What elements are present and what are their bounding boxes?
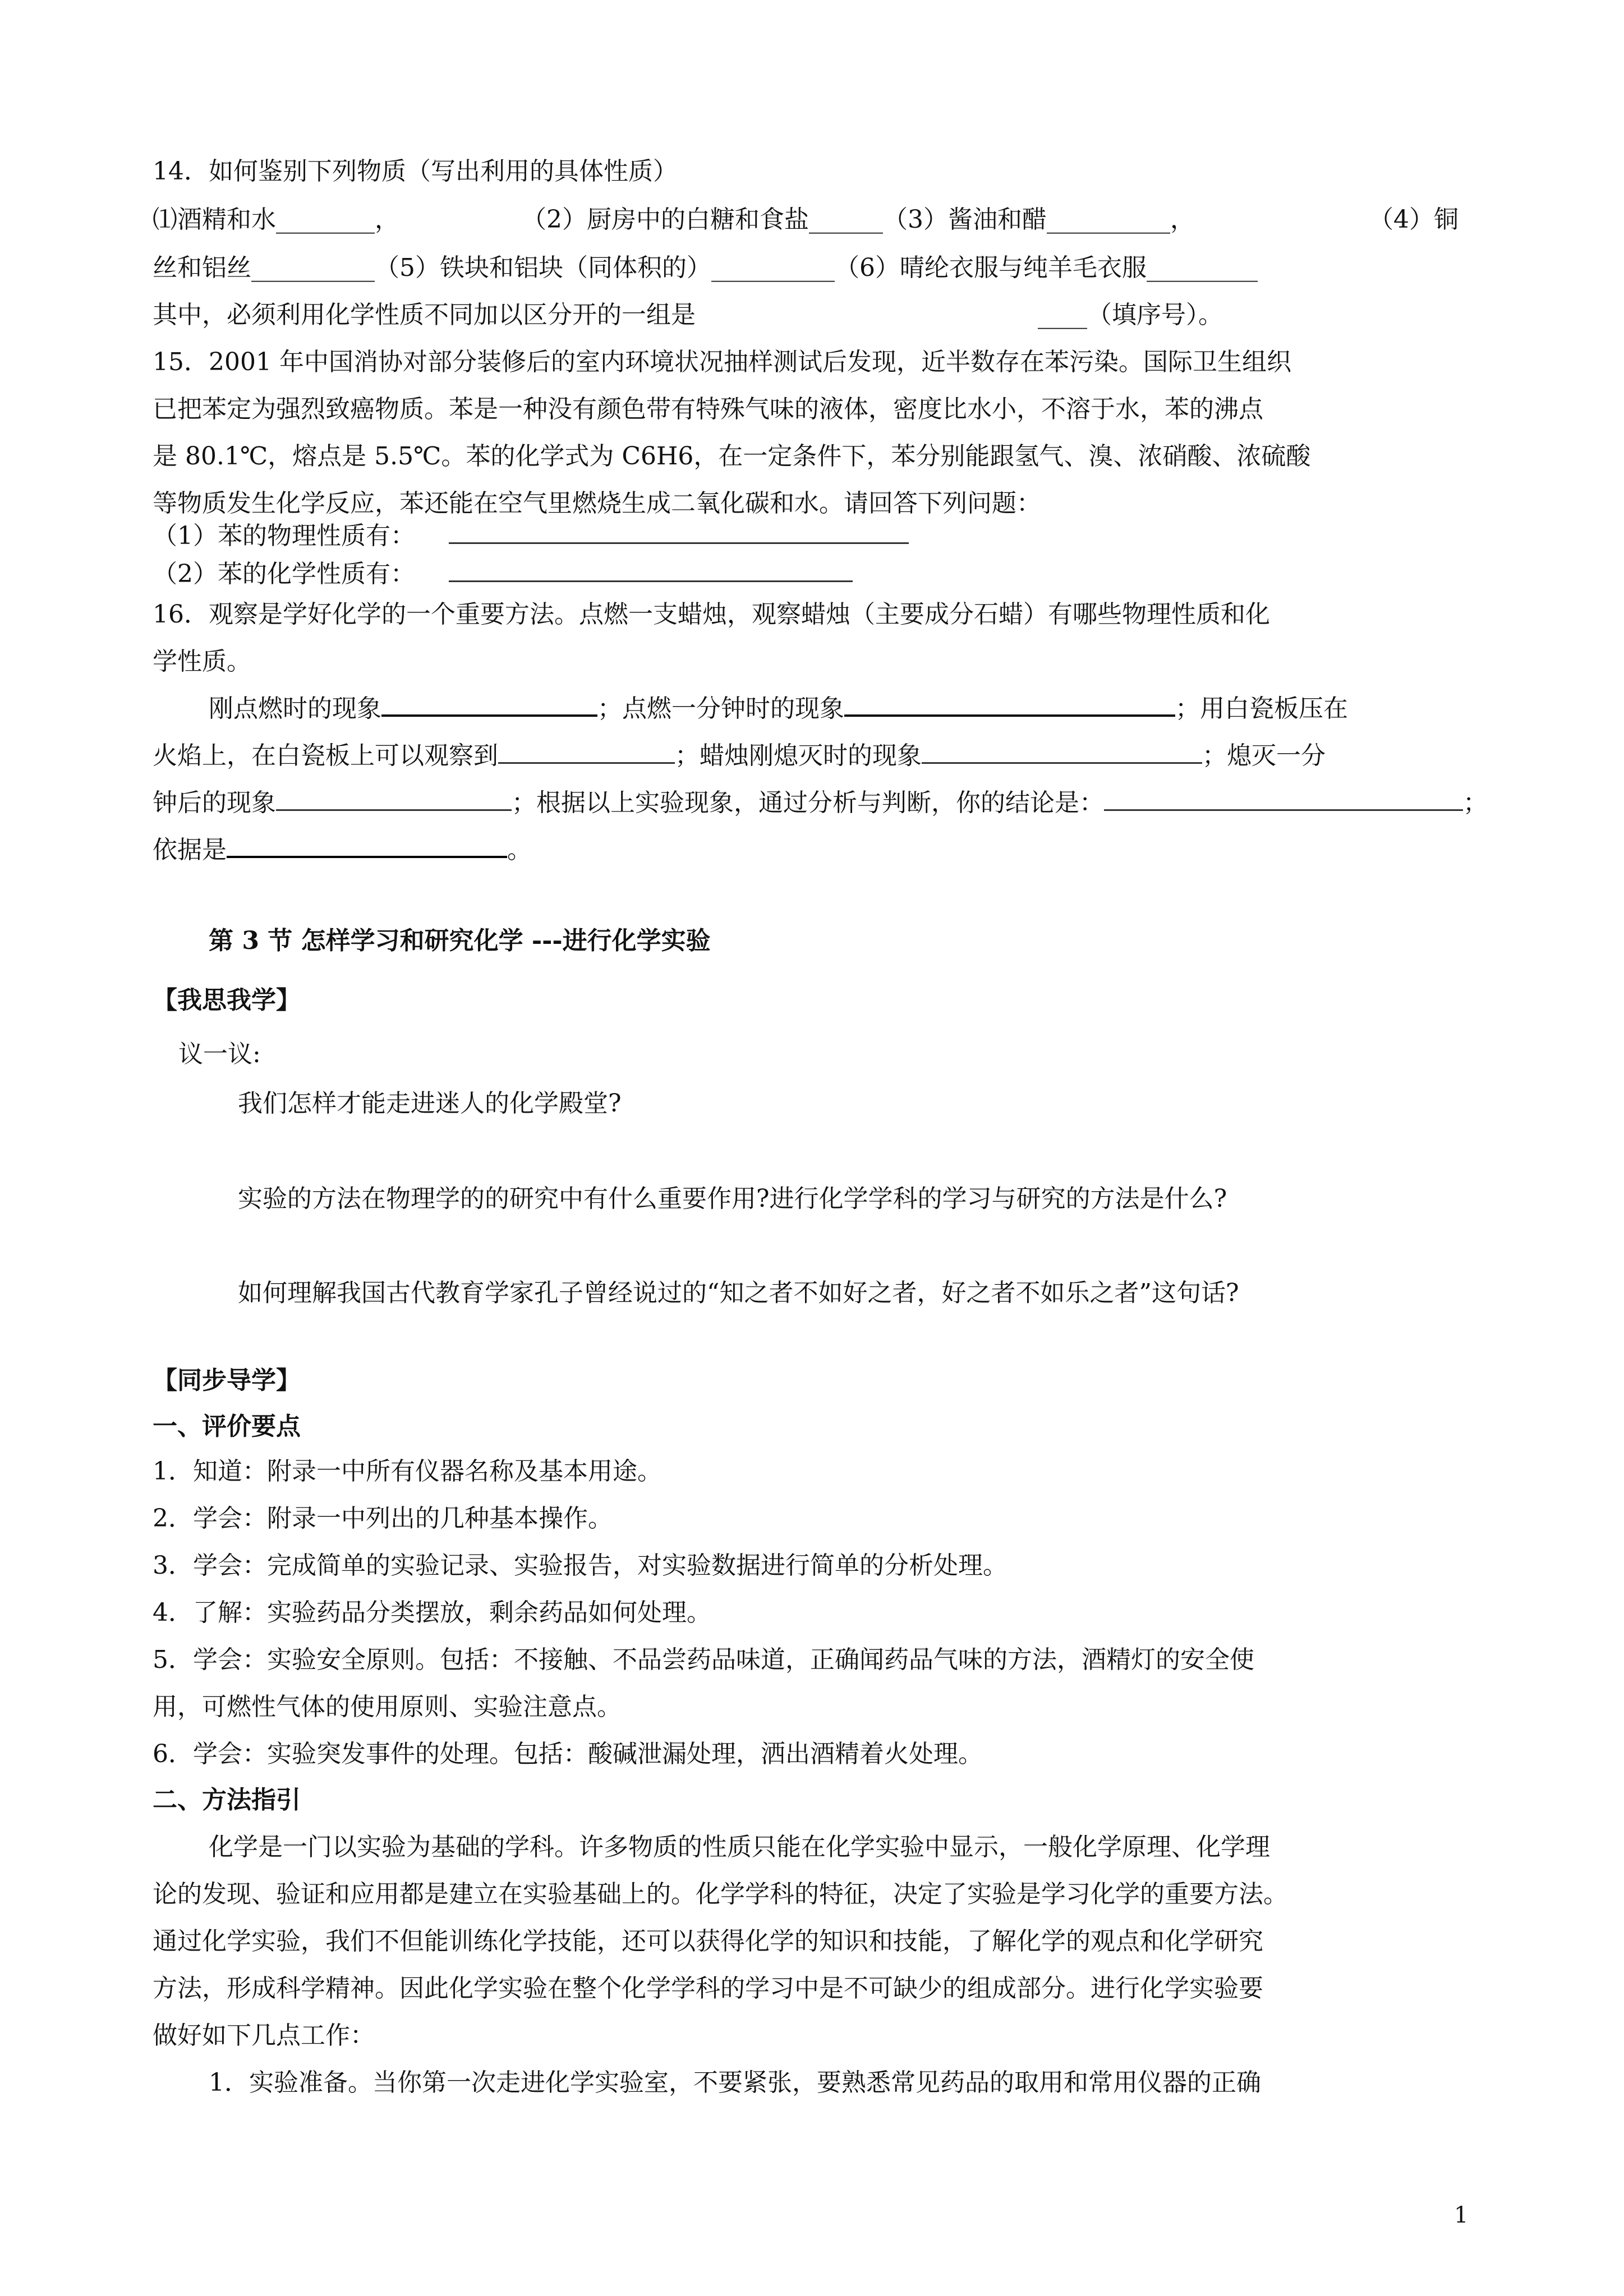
method-line-4: 方法，形成科学精神。因此化学实验在整个化学学科的学习中是不可缺少的组成部分。进行化学实验要 bbox=[153, 1974, 1263, 2003]
q16-blank-extinguished[interactable] bbox=[922, 762, 1202, 764]
q16-text: ；用白瓷板压在 bbox=[1175, 694, 1348, 723]
page-number: 1 bbox=[1454, 2202, 1469, 2228]
q16-text: 依据是 bbox=[153, 836, 227, 864]
q14-title: 14．如何鉴别下列物质（写出利用的具体性质） bbox=[153, 157, 678, 186]
q16-para-line-4 bbox=[153, 833, 532, 867]
q16-blank-conclusion[interactable] bbox=[1104, 809, 1463, 811]
eval-item-2: 2．学会：附录一中列出的几种基本操作。 bbox=[153, 1504, 613, 1533]
q14-line-3-prefix: 其中，必须利用化学性质不同加以区分开的一组是 bbox=[153, 301, 696, 329]
q15-physical-label: （1）苯的物理性质有： bbox=[153, 522, 415, 550]
eval-item-3: 3．学会：完成简单的实验记录、实验报告，对实验数据进行简单的分析处理。 bbox=[153, 1551, 1007, 1580]
sync-header: 【同步导学】 bbox=[153, 1366, 301, 1395]
q16-para-line-3 bbox=[153, 786, 1488, 820]
q16-blank-plate[interactable] bbox=[498, 762, 675, 764]
q16-text: 火焰上，在白瓷板上可以观察到 bbox=[153, 741, 498, 770]
q16-text: ；熄灭一分 bbox=[1202, 741, 1326, 770]
method-line-2: 论的发现、验证和应用都是建立在实验基础上的。化学学科的特征，决定了实验是学习化学的重要方法。 bbox=[153, 1880, 1288, 1908]
eval-item-5-cont: 用，可燃性气体的使用原则、实验注意点。 bbox=[153, 1693, 622, 1721]
eval-title: 一、评价要点 bbox=[153, 1412, 301, 1441]
discuss-label: 议一议: bbox=[178, 1040, 261, 1068]
q15-sub-2 bbox=[153, 557, 853, 591]
q16-line-2: 学性质。 bbox=[153, 647, 251, 676]
q14-item-4: （4）铜 bbox=[1369, 205, 1459, 234]
q16-text: ； bbox=[1463, 789, 1488, 817]
q16-line-1: 16．观察是学好化学的一个重要方法。点燃一支蜡烛，观察蜡烛（主要成分石蜡）有哪些物理性质和化 bbox=[153, 600, 1270, 629]
think-header: 【我思我学】 bbox=[153, 986, 301, 1015]
q16-para-line-2 bbox=[153, 739, 1326, 773]
q16-text: 钟后的现象 bbox=[153, 789, 276, 817]
q16-para-line-1 bbox=[209, 692, 1348, 726]
q16-blank-basis[interactable] bbox=[227, 856, 507, 858]
q15-line-1: 15．2001 年中国消协对部分装修后的室内环境状况抽样测试后发现，近半数存在苯污染。国际卫生组织 bbox=[153, 348, 1291, 376]
q16-text: ；点燃一分钟时的现象 bbox=[597, 694, 844, 723]
discuss-question-3: 如何理解我国古代教育学家孔子曾经说过的“知之者不如好之者，好之者不如乐之者”这句话? bbox=[238, 1279, 1239, 1307]
q14-line-3-suffix: ____（填序号）。 bbox=[1038, 301, 1223, 329]
q16-text: 。 bbox=[507, 836, 532, 864]
q16-blank-lit[interactable] bbox=[381, 714, 597, 717]
q15-chemical-label: （2）苯的化学性质有： bbox=[153, 560, 415, 588]
q16-blank-after-minute[interactable] bbox=[276, 809, 512, 811]
discuss-question-1: 我们怎样才能走进迷人的化学殿堂? bbox=[238, 1089, 622, 1118]
method-line-3: 通过化学实验，我们不但能训练化学技能，还可以获得化学的知识和技能，了解化学的观点和化学研究 bbox=[153, 1927, 1263, 1956]
q16-text: ；蜡烛刚熄灭时的现象 bbox=[675, 741, 922, 770]
q15-line-2: 已把苯定为强烈致癌物质。苯是一种没有颜色带有特殊气味的液体，密度比水小，不溶于水，苯的沸点 bbox=[153, 395, 1263, 423]
method-line-6: 1．实验准备。当你第一次走进化学实验室，不要紧张，要熟悉常见药品的取用和常用仪器的正确 bbox=[209, 2068, 1261, 2097]
method-line-5: 做好如下几点工作： bbox=[153, 2021, 375, 2050]
q15-sub-1 bbox=[153, 519, 909, 553]
q16-text: 刚点燃时的现象 bbox=[209, 694, 381, 723]
q14-line-2: 丝和铝丝__________（5）铁块和铝块（同体积的）__________（6）晴纶衣服与纯羊毛衣服_________ bbox=[153, 253, 1258, 282]
q14-item-2-3: （2）厨房中的白糖和食盐______（3）酱油和醋__________， bbox=[522, 205, 1195, 234]
q16-text: ；根据以上实验现象，通过分析与判断，你的结论是： bbox=[512, 789, 1104, 817]
method-title: 二、方法指引 bbox=[153, 1786, 301, 1814]
eval-item-5: 5．学会：实验安全原则。包括：不接触、不品尝药品味道，正确闻药品气味的方法，酒精灯的安全使 bbox=[153, 1645, 1254, 1674]
eval-item-4: 4．了解：实验药品分类摆放，剩余药品如何处理。 bbox=[153, 1598, 711, 1627]
method-line-1: 化学是一门以实验为基础的学科。许多物质的性质只能在化学实验中显示，一般化学原理、化学理 bbox=[209, 1833, 1270, 1861]
discuss-question-2: 实验的方法在物理学的的研究中有什么重要作用?进行化学学科的学习与研究的方法是什么? bbox=[238, 1184, 1227, 1213]
q15-line-4: 等物质发生化学反应，苯还能在空气里燃烧生成二氧化碳和水。请回答下列问题： bbox=[153, 489, 1041, 518]
q15-chemical-answer-blank[interactable] bbox=[449, 580, 853, 582]
section-title: 第 3 节 怎样学习和研究化学 ---进行化学实验 bbox=[209, 926, 711, 955]
eval-item-6: 6．学会：实验突发事件的处理。包括：酸碱泄漏处理，洒出酒精着火处理。 bbox=[153, 1740, 983, 1768]
q15-physical-answer-blank[interactable] bbox=[449, 542, 909, 544]
q14-item-1: ⑴酒精和水________， bbox=[153, 205, 399, 234]
eval-item-1: 1．知道：附录一中所有仪器名称及基本用途。 bbox=[153, 1457, 662, 1486]
q15-line-3: 是 80.1℃，熔点是 5.5℃。苯的化学式为 C6H6，在一定条件下，苯分别能跟氢气、溴、浓硝酸、浓硫酸 bbox=[153, 442, 1311, 471]
q16-blank-one-minute[interactable] bbox=[844, 714, 1175, 717]
